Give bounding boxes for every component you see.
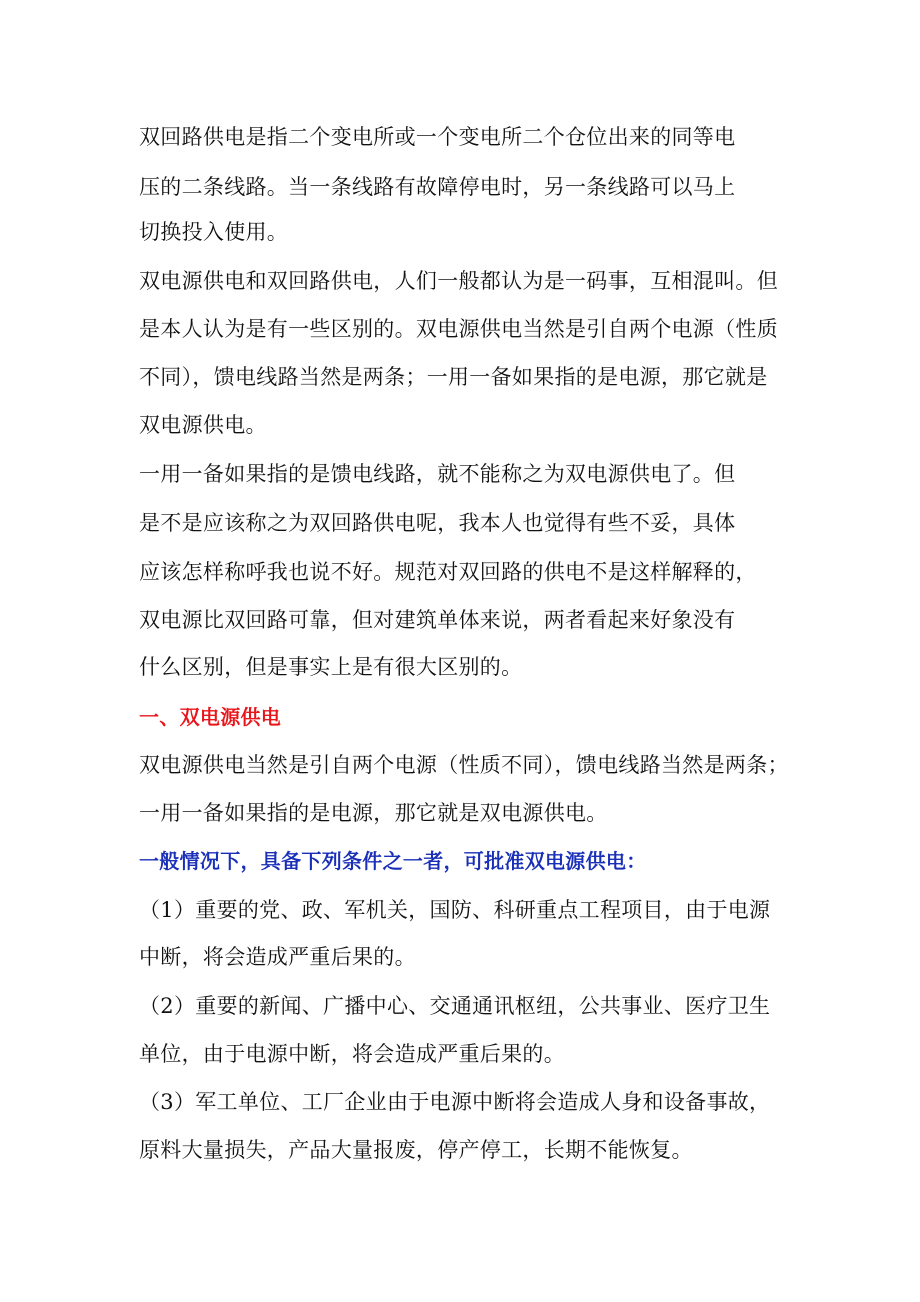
conditions-heading: 一般情况下，具备下列条件之一者，可批准双电源供电： (139, 849, 647, 873)
paragraph-4-line-2: 一用一备如果指的是电源，那它就是双电源供电。 (139, 801, 608, 825)
paragraph-3-line-1: 一用一备如果指的是馈电线路，就不能称之为双电源供电了。但 (139, 462, 736, 486)
condition-1-line-1: （1）重要的党、政、军机关，国防、科研重点工程项目，由于电源 (139, 898, 771, 922)
paragraph-4-line-1: 双电源供电当然是引自两个电源（性质不同），馈电线路当然是两条； (139, 753, 789, 777)
paragraph-1-line-3: 切换投入使用。 (139, 220, 289, 244)
condition-3-line-2: 原料大量损失，产品大量报废，停产停工，长期不能恢复。 (139, 1138, 693, 1162)
condition-3-line-1: （3）军工单位、工厂企业由于电源中断将会造成人身和设备事故， (139, 1090, 771, 1114)
paragraph-3-line-3: 应该怎样称呼我也说不好。规范对双回路的供电不是这样解释的， (139, 560, 757, 584)
paragraph-2-line-2: 是本人认为是有一些区别的。双电源供电当然是引自两个电源（性质 (139, 317, 778, 341)
paragraph-2-line-4: 双电源供电。 (139, 413, 267, 437)
paragraph-3-line-4: 双电源比双回路可靠，但对建筑单体来说，两者看起来好象没有 (139, 608, 736, 632)
section-heading: 一、双电源供电 (139, 705, 282, 729)
paragraph-1-line-2: 压的二条线路。当一条线路有故障停电时，另一条线路可以马上 (139, 175, 736, 199)
condition-2-line-1: （2）重要的新闻、广播中心、交通通讯枢纽，公共事业、医疗卫生 (139, 994, 771, 1018)
condition-2-line-2: 单位，由于电源中断，将会造成严重后果的。 (139, 1042, 565, 1066)
paragraph-1-line-1: 双回路供电是指二个变电所或一个变电所二个仓位出来的同等电 (139, 125, 736, 149)
paragraph-2-line-3: 不同），馈电线路当然是两条；一用一备如果指的是电源，那它就是 (139, 365, 768, 389)
paragraph-2-line-1: 双电源供电和双回路供电，人们一般都认为是一码事，互相混叫。但 (139, 269, 778, 293)
condition-1-line-2: 中断，将会造成严重后果的。 (139, 945, 416, 969)
paragraph-3-line-2: 是不是应该称之为双回路供电呢，我本人也觉得有些不妥，具体 (139, 511, 736, 535)
paragraph-3-line-5: 什么区别，但是事实上是有很大区别的。 (139, 655, 523, 679)
